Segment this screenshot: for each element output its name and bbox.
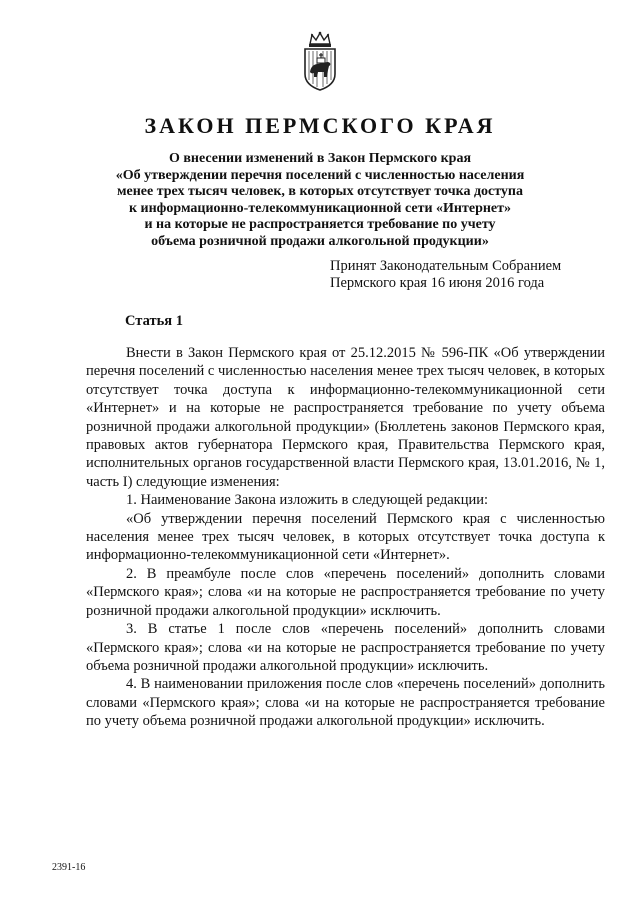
article-heading: Статья 1 <box>125 313 183 329</box>
perm-krai-coat-of-arms-icon <box>298 30 342 92</box>
adoption-line: Принят Законодательным Собранием <box>330 258 562 274</box>
subtitle-line: «Об утверждении перечня поселений с численностью населения <box>115 167 525 183</box>
article-paragraph: Внести в Закон Пермского края от 25.12.2015 № 596-ПК «Об утверждении перечня поселений с численностью населения менее трех тысяч человек, в которых отсутствует точка доступа к информационно-телекоммуникационной сети «Интернет» и на которые не распространяется требование по учету объема розничной продажи алкогольной продукции» (Бюллетень законов Пермского края, правовых актов губернатора Пермского края, Правительства Пермского края, исполнительных органов государственной власти Пермского края, 13.01.2016, № 1, часть I) следующие изменения: <box>86 345 605 490</box>
subtitle-line: О внесении изменений в Закон Пермского края <box>168 151 472 166</box>
article-paragraph: 1. Наименование Закона изложить в следующей редакции: <box>126 492 488 509</box>
adoption-note <box>330 258 561 292</box>
subtitle-line: объема розничной продажи алкогольной продукции» <box>151 233 489 249</box>
subtitle-line: к информационно-телекоммуникационной сети «Интернет» <box>128 200 512 216</box>
document-number: 2391-16 <box>52 862 86 873</box>
law-title: ЗАКОН ПЕРМСКОГО КРАЯ <box>144 113 496 138</box>
article-paragraph: «Об утверждении перечня поселений Пермского края с численностью населения менее трех тысяч человек, в которых отсутствует точка доступа к информационно-телекоммуникационной сети «Интернет». <box>86 510 605 564</box>
article-paragraph: 3. В статье 1 после слов «перечень поселений» дополнить словами «Пермского края»; слова «и на которые не распространяется требование по учету объема розничной продажи алкогольной продукции» исключить. <box>86 621 605 674</box>
article-paragraph: 4. В наименовании приложения после слов «перечень поселений» дополнить словами «Пермского края»; слова «и на которые не распространяется требование по учету объема розничной продажи алкогольной продукции» исключить. <box>86 676 605 730</box>
adoption-line: Пермского края 16 июня 2016 года <box>330 275 545 291</box>
law-subtitle <box>100 151 540 250</box>
article-paragraph: 2. В преамбуле после слов «перечень поселений» дополнить словами «Пермского края»; слова «и на которые не распространяется требование по учету розничной продажи алкогольной продукции» исключить. <box>86 565 605 619</box>
article-body <box>86 344 605 731</box>
subtitle-line: и на которые не распространяется требование по учету <box>144 217 496 232</box>
subtitle-line: менее трех тысяч человек, в которых отсутствует точка доступа <box>116 184 524 199</box>
